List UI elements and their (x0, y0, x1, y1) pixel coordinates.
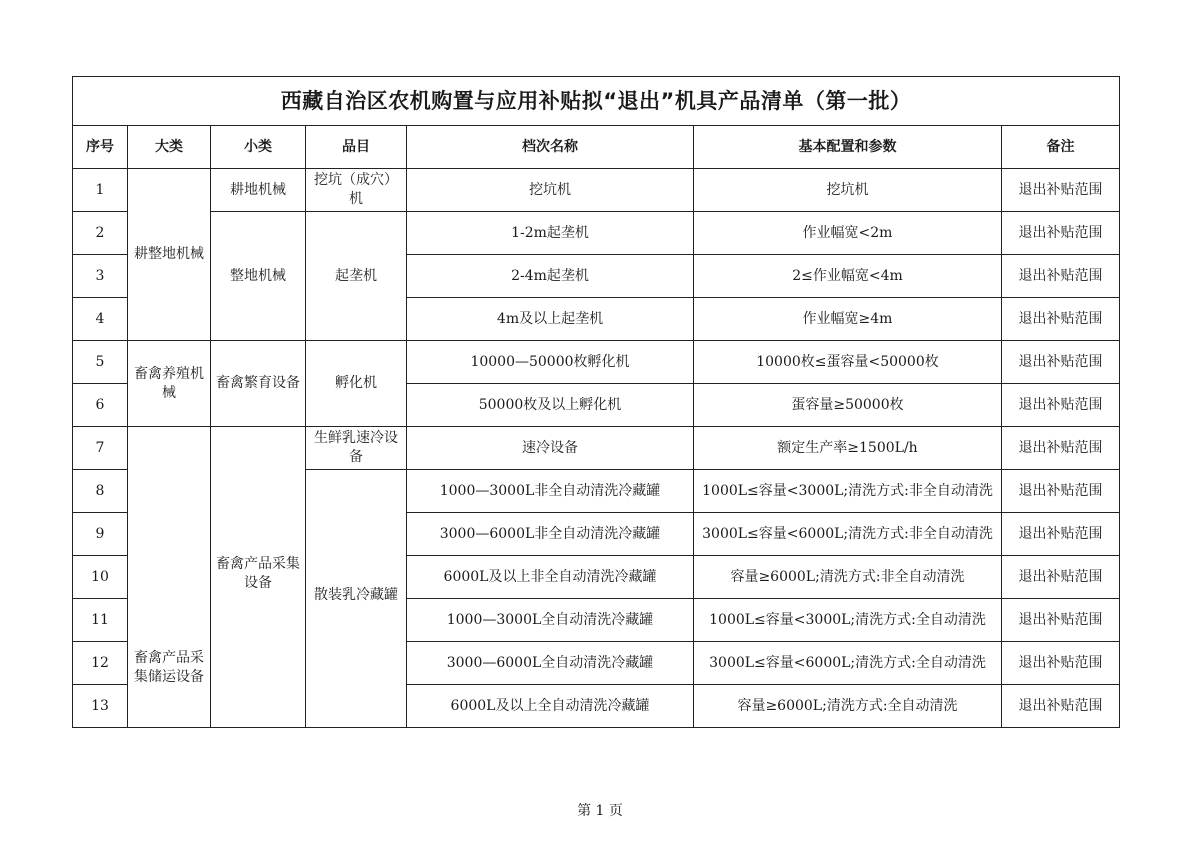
remark-cell: 退出补贴范围 (1002, 212, 1120, 255)
grade-cell: 挖坑机 (407, 169, 694, 212)
table-row (73, 212, 1120, 255)
table-row (73, 341, 1120, 384)
grade-cell: 1000—3000L非全自动清洗冷藏罐 (407, 470, 694, 513)
config-cell: 额定生产率≥1500L/h (694, 427, 1002, 470)
row-seq: 10 (73, 556, 128, 599)
item-cell: 生鲜乳速冷设备 (306, 427, 407, 470)
grade-cell: 1-2m起垄机 (407, 212, 694, 255)
row-seq: 6 (73, 384, 128, 427)
remark-cell: 退出补贴范围 (1002, 513, 1120, 556)
row-seq: 9 (73, 513, 128, 556)
header-category: 大类 (128, 126, 211, 169)
remark-cell: 退出补贴范围 (1002, 341, 1120, 384)
row-seq: 7 (73, 427, 128, 470)
category-cell: 耕整地机械 (128, 169, 211, 341)
item-cell: 散装乳冷藏罐 (306, 470, 407, 728)
row-seq: 12 (73, 642, 128, 685)
row-seq: 4 (73, 298, 128, 341)
header-subcategory: 小类 (211, 126, 306, 169)
grade-cell: 2-4m起垄机 (407, 255, 694, 298)
remark-cell: 退出补贴范围 (1002, 384, 1120, 427)
config-cell: 2≤作业幅宽<4m (694, 255, 1002, 298)
config-cell: 作业幅宽≥4m (694, 298, 1002, 341)
subsidy-exit-table (72, 76, 1120, 728)
grade-cell: 3000—6000L非全自动清洗冷藏罐 (407, 513, 694, 556)
config-cell: 容量≥6000L;清洗方式:非全自动清洗 (694, 556, 1002, 599)
config-cell: 蛋容量≥50000枚 (694, 384, 1002, 427)
table-row (73, 169, 1120, 212)
row-seq: 13 (73, 685, 128, 728)
config-cell: 容量≥6000L;清洗方式:全自动清洗 (694, 685, 1002, 728)
remark-cell: 退出补贴范围 (1002, 427, 1120, 470)
remark-cell: 退出补贴范围 (1002, 599, 1120, 642)
page-number: 第 1 页 (577, 803, 623, 819)
row-seq: 2 (73, 212, 128, 255)
grade-cell: 6000L及以上非全自动清洗冷藏罐 (407, 556, 694, 599)
row-seq: 8 (73, 470, 128, 513)
grade-cell: 50000枚及以上孵化机 (407, 384, 694, 427)
row-seq: 1 (73, 169, 128, 212)
row-seq: 3 (73, 255, 128, 298)
config-cell: 1000L≤容量<3000L;清洗方式:全自动清洗 (694, 599, 1002, 642)
header-item: 品目 (306, 126, 407, 169)
item-cell: 挖坑（成穴）机 (306, 169, 407, 212)
header-config: 基本配置和参数 (694, 126, 1002, 169)
item-cell: 起垄机 (306, 212, 407, 341)
grade-cell: 6000L及以上全自动清洗冷藏罐 (407, 685, 694, 728)
config-cell: 1000L≤容量<3000L;清洗方式:非全自动清洗 (694, 470, 1002, 513)
header-grade: 档次名称 (407, 126, 694, 169)
header-seq: 序号 (73, 126, 128, 169)
subcategory-cell: 畜禽繁育设备 (211, 341, 306, 427)
category-cell: 畜禽养殖机械 (128, 341, 211, 427)
config-cell: 作业幅宽<2m (694, 212, 1002, 255)
config-cell: 挖坑机 (694, 169, 1002, 212)
remark-cell: 退出补贴范围 (1002, 685, 1120, 728)
remark-cell: 退出补贴范围 (1002, 169, 1120, 212)
remark-cell: 退出补贴范围 (1002, 298, 1120, 341)
config-cell: 3000L≤容量<6000L;清洗方式:全自动清洗 (694, 642, 1002, 685)
config-cell: 10000枚≤蛋容量<50000枚 (694, 341, 1002, 384)
grade-cell: 1000—3000L全自动清洗冷藏罐 (407, 599, 694, 642)
grade-cell: 4m及以上起垄机 (407, 298, 694, 341)
remark-cell: 退出补贴范围 (1002, 255, 1120, 298)
grade-cell: 10000—50000枚孵化机 (407, 341, 694, 384)
remark-cell: 退出补贴范围 (1002, 470, 1120, 513)
remark-cell: 退出补贴范围 (1002, 642, 1120, 685)
config-cell: 3000L≤容量<6000L;清洗方式:非全自动清洗 (694, 513, 1002, 556)
subcategory-cell: 整地机械 (211, 212, 306, 341)
grade-cell: 3000—6000L全自动清洗冷藏罐 (407, 642, 694, 685)
table-title: 西藏自治区农机购置与应用补贴拟“退出”机具产品清单（第一批） (73, 77, 1120, 126)
table-row (73, 427, 1120, 470)
category-cell: 畜禽产品采集储运设备 (128, 427, 211, 728)
row-seq: 5 (73, 341, 128, 384)
grade-cell: 速冷设备 (407, 427, 694, 470)
header-remark: 备注 (1002, 126, 1120, 169)
remark-cell: 退出补贴范围 (1002, 556, 1120, 599)
subcategory-cell: 耕地机械 (211, 169, 306, 212)
row-seq: 11 (73, 599, 128, 642)
subcategory-cell: 畜禽产品采集设备 (211, 427, 306, 728)
item-cell: 孵化机 (306, 341, 407, 427)
